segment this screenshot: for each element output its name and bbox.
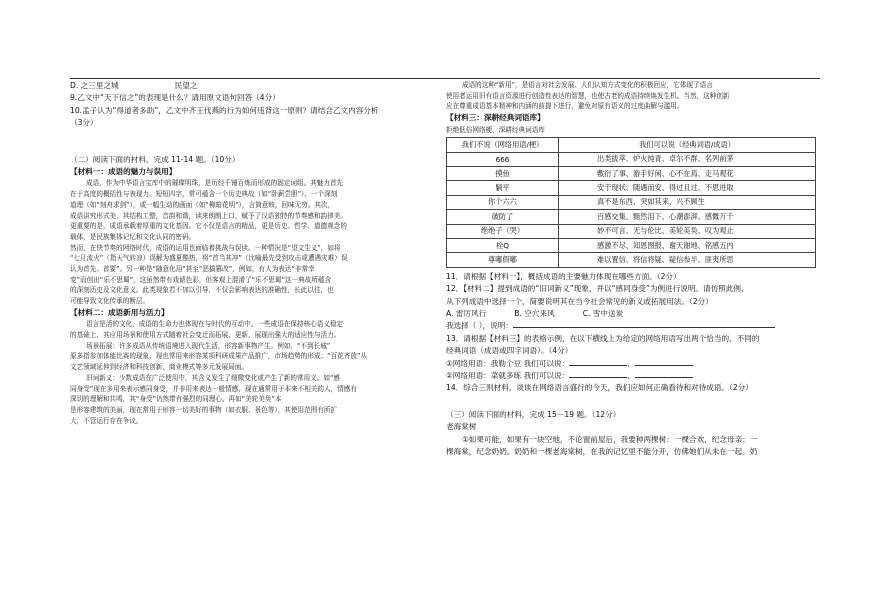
table-row [447,181,816,195]
table-cell: 安于现状、随遇而安、得过且过、不思进取 [559,181,816,195]
essay-title: 老海棠树 [446,422,477,432]
material-2-line: 的基础上，其应用场景和使用方式随着社会变迁而拓展、更新，展现出强大的适应性与活力。 [70,330,341,339]
conclusion-line: 成语的这种“新用”，是语言对社会发展、人们认知方式变化的积极回应，它体现了语言 [462,81,713,89]
material-2-line: 旧词新义：少数成语在广泛使用中，其含义发生了细微变化或产生了新的常用义。如“感 [86,373,340,382]
table-cell: 出类拔萃、炉火纯青、卓尔不群、名列前茅 [559,152,816,166]
question-10-line-1: 10.孟子认为“得道者多助”，乙文中齐王伐燕的行为如何违背这一原则？请结合乙文内容分析 [70,105,379,115]
separator: 、 [627,370,635,380]
question-10-line-2: （3分） [70,118,98,128]
material-2-conclusion [446,80,820,112]
table-cell: 难以置信、将信将疑、疑信参半、匪夷所思 [559,253,816,267]
table-row [447,210,816,224]
vocabulary-table [446,137,816,268]
essay-line: ①如果可能，如果有一块空地，不论窗前屋后，我要种两棵树：一棵合欢，纪念母亲；一 [462,434,758,444]
material-2-line: 场景拓展：许多成语从传统语境进入现代生活，形容新事物产生。例如，“不到长城” [86,341,331,350]
question-14: 14．综合三则材料，谈谈在网络语言盛行的今天，我们应如何正确看待和对待成语。（2分） [446,383,753,393]
answer-blank[interactable] [569,377,627,378]
table-cell: 百感交集、黯然泪下、心潮澎湃、感慨万千 [559,210,816,224]
item-2-label: ②网络用语：菜就多练 我们可以说： [446,370,570,380]
table-row [447,195,816,209]
table-cell: 栓Q [447,238,559,252]
question-12-line-2: 从下列成语中选择一个，简要说明其在当今社会常见的新义或拓展用法。（2分） [446,296,713,306]
answer-label: 我选择（ ），说明： [446,321,513,331]
material-1-body [70,178,442,306]
material-2-line: 文艺领域延伸到经济和科技创新，商业模式等多元发展局面。 [70,363,249,372]
section-3-header: （三）阅读下面的材料，完成 15－19 题。（12分） [446,409,621,419]
material-1-title: 【材料一：成语的魅力与误用】 [70,167,177,177]
material-1-line: 道理（如“刻舟求剑”），或一幅生动的画面（如“柳暗花明”），言简意赅，回味无穷。其次， [70,200,335,209]
table-row [447,167,816,181]
material-1-line: “七月流火”（指天气转凉）误解为盛夏酷热，将“首当其冲”（比喻最先受到攻击或遭遇灾难）误 [70,254,348,263]
separator: 、 [627,358,635,368]
material-3-title: 【材料三：深耕经典词语库】 [446,113,545,123]
material-2-title: 【材料二：成语新用与活力】 [70,307,169,317]
question-13-item-2 [446,370,820,382]
question-8-option-d [70,80,442,92]
answer-blank[interactable] [513,327,775,328]
table-cell: 你个六六 [447,195,559,209]
option-d-text: D. 之三里之城 [70,81,119,90]
option-a[interactable]: A. 雷厉风行 [446,308,487,318]
material-2-line: 深切的理解和共鸣，其“身受”仍然带有强烈的同理心。再如“美轮美奂”本 [70,395,282,404]
right-column [446,80,820,458]
material-1-line: 在于高度的概括性与表现力。短短四字，常可蕴含一个历史典故（如“卧薪尝胆”）、一个深刻 [70,190,338,199]
option-c[interactable]: C. 雪中送炭 [582,308,624,318]
header-rule [70,78,820,79]
table-row [447,238,816,252]
material-2-body [70,319,442,426]
question-13-line-1: 13．请根据【材料三】的表格示例，在以下横线上为给定的网络用语写出两个恰当的、不同的 [446,333,760,343]
material-2-line: 同身受”现在多用来表示感同身受，并非用来表达一般情感，现在通常用于本来不相关的人，情感有 [70,384,357,393]
question-13-item-1 [446,358,820,370]
material-1-line: 载体，是民族集体记忆和文化认同的密码。 [70,232,196,241]
item-1-label: ①网络用语：我勒个豆 我们可以说： [446,358,570,368]
material-2-line: 是形容建筑的美丽，现在常用于形容一切美好的事物（如衣服、景色等），其使用范围有所扩 [70,405,338,414]
left-column [70,80,442,426]
table-cell: 摸鱼 [447,167,559,181]
table-cell: 真不是东西、突如其来、兴不顾生 [559,195,816,209]
question-9: 9.乙文中“天下信之”的表现是什么？请用原文语句回答（4分） [70,93,280,103]
material-3-subtitle: 拒绝低俗网络梗，深耕经典词语库 [446,125,545,134]
material-1-line: 变”而创出“乐不思蜀”，这虽然带有戏谑色彩，但客观上混淆了“乐不思蜀”这一典故所蕴含 [70,275,332,284]
material-1-line: 更重要的是，成语承载着厚重的文化基因。它不仅是语言的精品，更是历史、哲学、道德观念的 [70,222,347,231]
table-header-cell: 我们不说（网络用语/梗） [447,138,559,152]
table-row [447,152,816,166]
material-1-line: 的深刻历史及文化意义。此类现象若不加以引导，不仅会影响表达的准确性，长此以往，也 [70,286,334,295]
material-1-line: 成语讲究形式美，其结构工整，音韵和谐，读来朗朗上口，赋予了汉语独特的节奏感和韵律美。 [70,211,347,220]
conclusion-line: 应在尊重成语基本精神和内涵的前提下进行，避免对原有语义的过度曲解与滥用。 [446,102,684,111]
table-header-row [447,138,816,152]
conclusion-line: 使用者运用旧有语言资源进行创造性表达的智慧，也使古老的成语持续焕发生机。当然，这种创新 [446,91,730,100]
option-b[interactable]: B. 空穴来风 [514,308,555,318]
table-cell: 666 [447,152,559,166]
material-1-line: 认为首先、首要”。另一种是“随意化用”甚至“恶搞篡改”，例如，有人为表达“非常幸 [70,265,315,274]
table-cell: 躺平 [447,181,559,195]
table-cell: 妙不可言、无与伦比、美轮美奂、叹为观止 [559,224,816,238]
question-12-options [446,308,820,320]
table-cell: 绝绝子（哭） [447,224,559,238]
table-row [447,224,816,238]
answer-blank[interactable] [569,365,627,366]
material-1-line: 成语，作为中华语言宝库中的璀璨明珠，是历经千锤百炼而形成的固定词组。其魅力首先 [86,179,344,188]
material-1-line: 然而，在快节奏的网络时代，成语的运用也面临着挑战与误读。一种情况是“望文生义”，如将 [70,243,341,252]
material-1-line: 可能导致文化传承的断层。 [70,297,150,306]
table-cell: 敷衍了事、游手好闲、心不在焉、走马观花 [559,167,816,181]
material-2-line: 大，不管运行存在争议。 [70,416,143,425]
answer-blank[interactable] [635,365,693,366]
section-2-header: （二）阅读下面的材料，完成 11-14 题。（10分） [70,154,240,164]
answer-blank[interactable] [635,377,693,378]
question-13-line-2: 经典词语（成语或四字词语）。（4分） [446,346,573,356]
table-cell: 尊嘟假嘟 [447,253,559,267]
essay-line: 棵海棠，纪念奶奶。奶奶和一棵老海棠树，在我的记忆里不能分开，仿佛她们从未在一起。奶 [446,447,758,457]
table-cell: 破防了 [447,210,559,224]
question-11: 11．请根据【材料一】，概括成语的主要魅力体现在哪些方面。（2分） [446,271,681,281]
material-2-line: 语言是活的文化，成语的生命力也体现在与时代的互动中。一些成语在保持核心语义稳定 [86,320,344,329]
question-12-line-1: 12．【材料二】提到成语的“旧词新义”现象，并以“感同身受”为例进行说明。请仿照此例， [446,284,749,294]
table-cell: 感激不尽、知恩图报、谢天谢地、铭感五内 [559,238,816,252]
material-2-line: 原多指参加体能比赛的现象，现也常用来形容某项科研成果产品推广，市场趋势的形成；“百花齐放”从 [70,352,367,361]
table-row [447,253,816,267]
option-d-tail: 民望之 [174,81,198,90]
question-12-answer-row [446,320,820,332]
table-header-cell: 我们可以说（经典词语/成语） [559,138,816,152]
